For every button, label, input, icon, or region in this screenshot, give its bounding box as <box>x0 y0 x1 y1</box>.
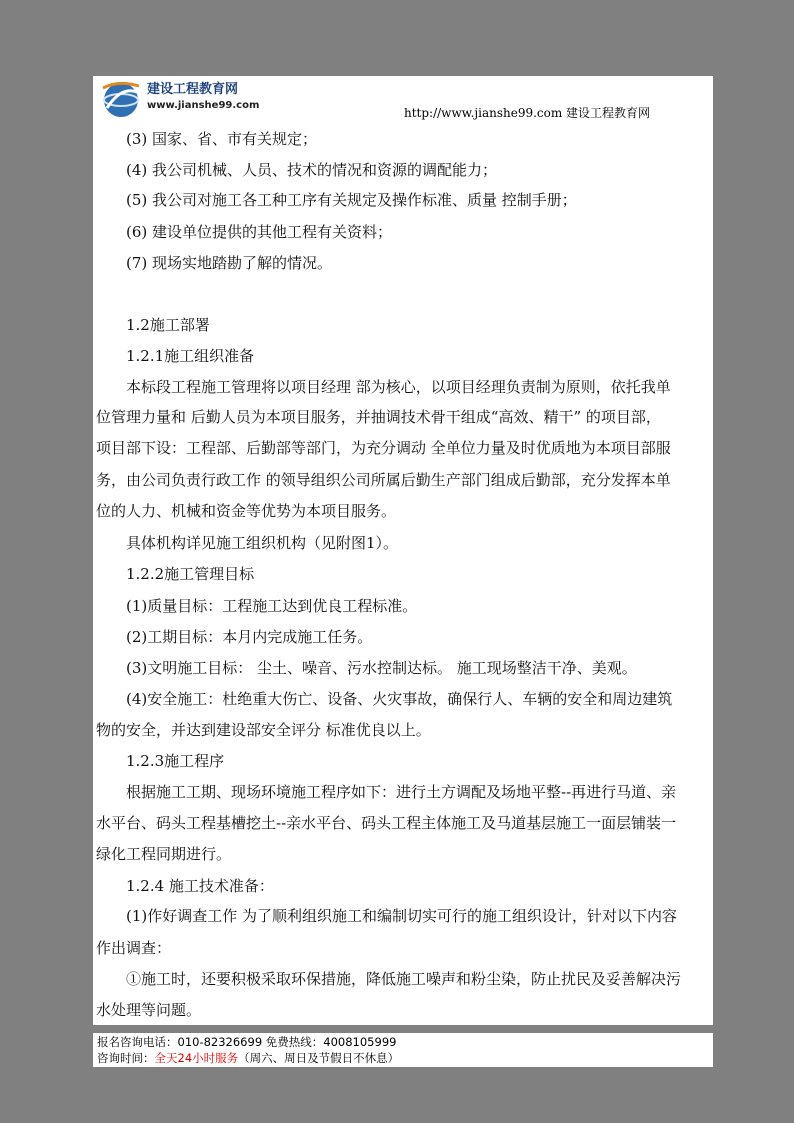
text-line: 作出调查： <box>96 939 172 957</box>
text-line: 1.2施工部署 <box>126 316 210 334</box>
text-line: 1.2.3施工程序 <box>126 752 225 770</box>
text-line: 位的人力、机械和资金等优势为本项目服务。 <box>96 502 397 520</box>
text-line: 位管理力量和 后勤人员为本项目服务，并抽调技术骨干组成“高效、精干” 的项目部， <box>96 408 661 426</box>
page-footer <box>93 1033 713 1067</box>
text-line: (4) 我公司机械、人员、技术的情况和资源的调配能力； <box>126 161 498 179</box>
footer-hours-highlight: 全天24小时服务 <box>154 1051 239 1065</box>
text-line: (3)文明施工目标： 尘土、噪音、污水控制达标。 施工现场整洁干净、美观。 <box>126 659 637 677</box>
text-line: 项目部下设：工程部、后勤部等部门，为充分调动 全单位力量及时优质地为本项目部服 <box>96 439 671 457</box>
footer-hours <box>97 1050 399 1066</box>
text-line: (1)质量目标：工程施工达到优良工程标准。 <box>126 597 418 615</box>
footer-contact: 报名咨询电话：010-82326699 免费热线：4008105999 <box>97 1035 397 1049</box>
text-line: (6) 建设单位提供的其他工程有关资料； <box>126 223 393 241</box>
logo-url: www.jianshe99.com <box>147 100 260 111</box>
text-line: 1.2.2施工管理目标 <box>126 565 255 583</box>
document-page <box>93 76 713 1025</box>
text-line: (1)作好调查工作 为了顺利组织施工和编制切实可行的施工组织设计，针对以下内容 <box>126 907 678 925</box>
text-line: 具体机构详见施工组织机构（见附图1）。 <box>126 534 399 552</box>
globe-logo-icon <box>99 78 143 118</box>
text-line: 水处理等问题。 <box>96 1001 202 1019</box>
text-line: (5) 我公司对施工各工种工序有关规定及操作标准、质量 控制手册； <box>126 191 577 209</box>
text-line: (2)工期目标：本月内完成施工任务。 <box>126 628 373 646</box>
text-line: 务，由公司负责行政工作 的领导组织公司所属后勤生产部门组成后勤部，充分发挥本单 <box>96 471 671 489</box>
text-line: 水平台、码头工程基槽挖土--亲水平台、码头工程主体施工及马道基层施工一面层铺装一 <box>96 814 677 832</box>
text-line: ①施工时，还要积极采取环保措施，降低施工噪声和粉尘染，防止扰民及妥善解决污 <box>126 970 682 988</box>
footer-hours-note: （周六、周日及节假日不休息） <box>238 1051 400 1065</box>
text-line: 1.2.1施工组织准备 <box>126 347 255 365</box>
header-site-link[interactable]: http://www.jianshe99.com 建设工程教育网 <box>404 106 651 120</box>
text-line: 根据施工工期、现场环境施工程序如下：进行土方调配及场地平整--再进行马道、亲 <box>126 783 677 801</box>
text-line: (7) 现场实地踏勘了解的情况。 <box>126 254 333 272</box>
text-line: 本标段工程施工管理将以项目经理 部为核心，以项目经理负责制为原则，依托我单 <box>126 378 671 396</box>
text-line: 1.2.4 施工技术准备： <box>126 877 274 895</box>
text-line: 物的安全，并达到建设部安全评分 标准优良以上。 <box>96 721 431 739</box>
text-line: (4)安全施工：杜绝重大伤亡、设备、火灾事故，确保行人、车辆的安全和周边建筑 <box>126 690 673 708</box>
logo-title: 建设工程教育网 <box>147 82 239 97</box>
text-line: (3) 国家、省、市有关规定； <box>126 130 318 148</box>
page-header <box>93 76 713 122</box>
footer-hours-label: 咨询时间： <box>97 1051 155 1065</box>
text-line: 绿化工程同期进行。 <box>96 845 232 863</box>
